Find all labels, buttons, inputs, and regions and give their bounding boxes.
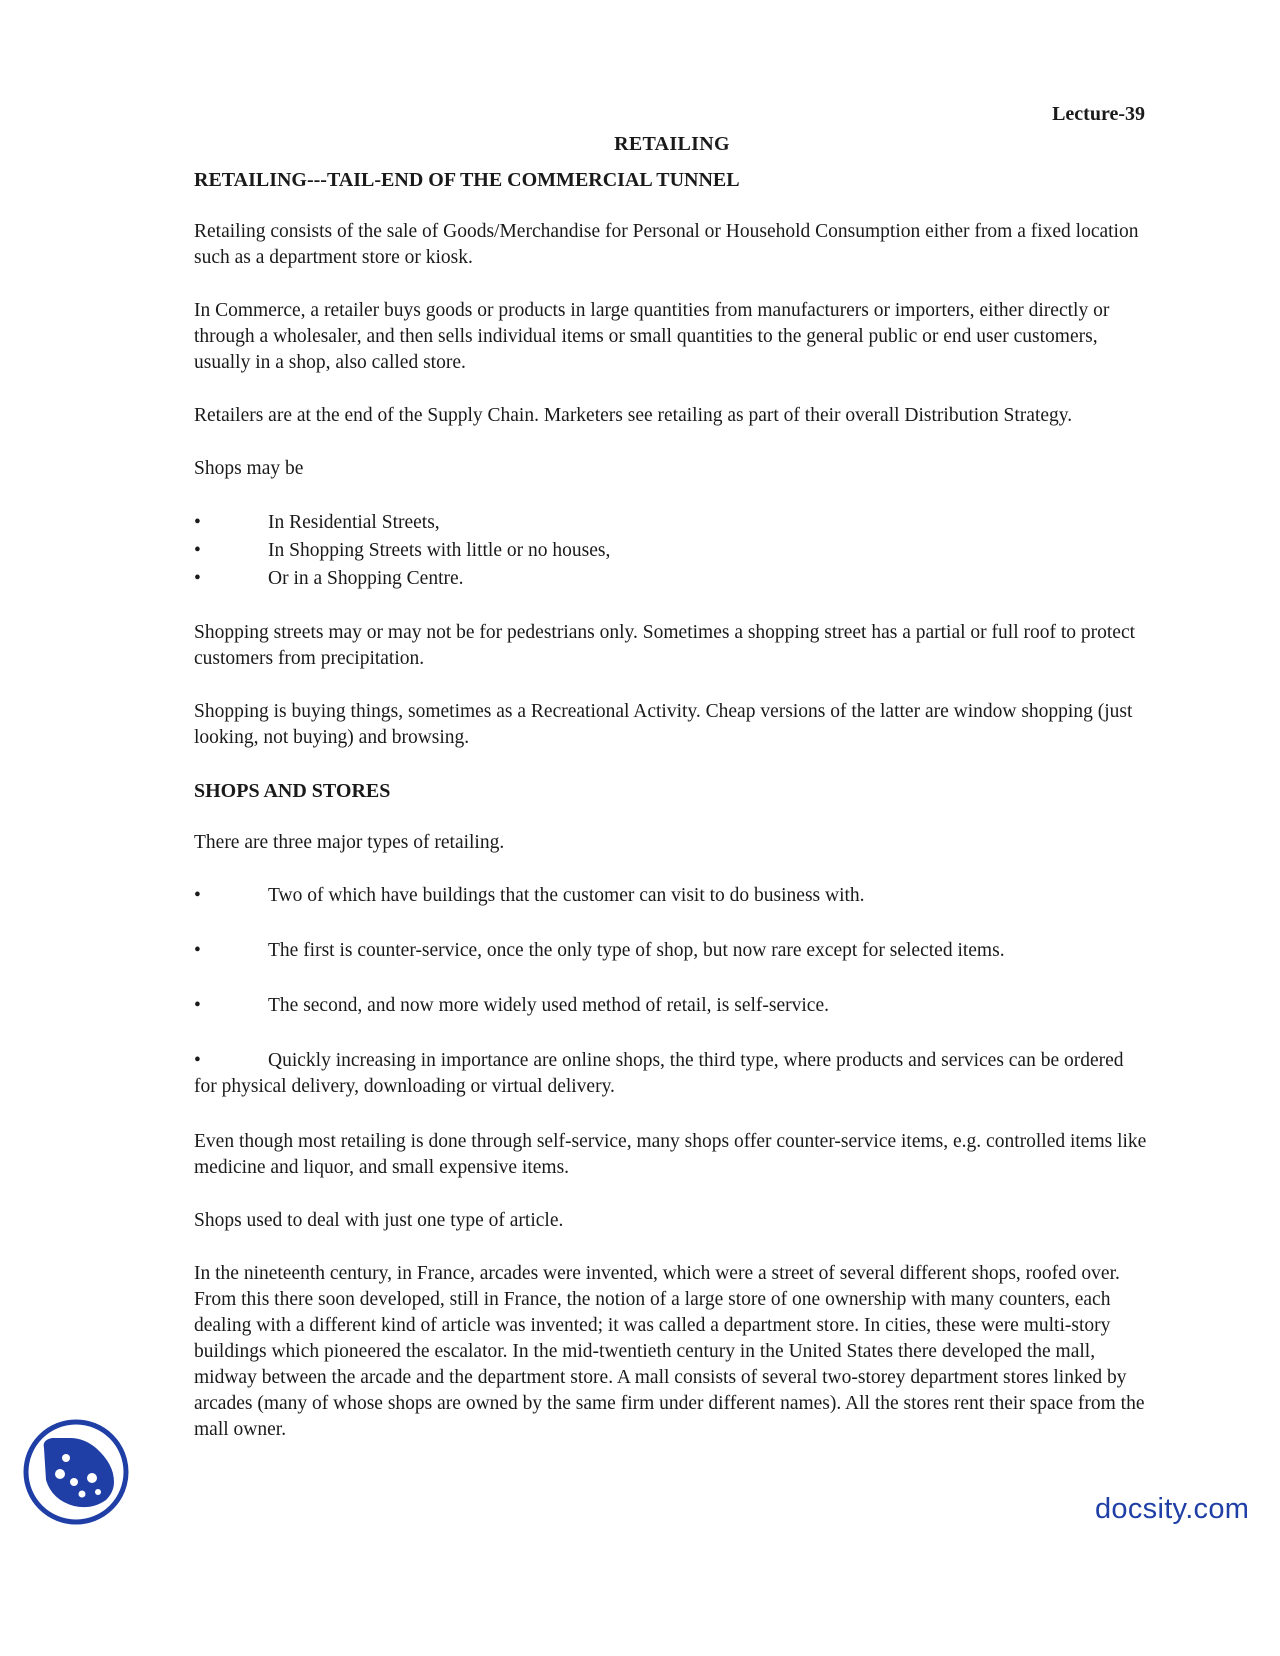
docsity-logo-icon[interactable]	[22, 1418, 130, 1526]
retailing-types-list	[194, 883, 1150, 1100]
paragraph: Retailing consists of the sale of Goods/Merchandise for Personal or Household Consumption either from a fixed location such as a department store or kiosk.	[194, 221, 1139, 268]
paragraph: Shopping is buying things, sometimes as a Recreational Activity. Cheap versions of the latter are window shopping (just looking, not buying) and browsing.	[194, 701, 1133, 748]
paragraph: Retailers are at the end of the Supply Chain. Marketers see retailing as part of their overall Distribution Strategy.	[194, 405, 1073, 426]
paragraph: Shops used to deal with just one type of article.	[194, 1210, 564, 1231]
list-item: • The second, and now more widely used method of retail, is self-service.	[194, 993, 1150, 1019]
list-item: • Or in a Shopping Centre.	[194, 565, 1150, 593]
list-item: • Quickly increasing in importance are online shops, the third type, where products and services can be ordered for physical delivery, downloading or virtual delivery.	[194, 1048, 1150, 1100]
paragraph: Even though most retailing is done through self-service, many shops offer counter-service items, e.g. controlled items like medicine and liquor, and small expensive items.	[194, 1131, 1147, 1178]
docsity-wordmark-link[interactable]: docsity.com	[1095, 1493, 1250, 1525]
paragraph: Shops may be	[194, 458, 304, 479]
paragraph: Shopping streets may or may not be for pedestrians only. Sometimes a shopping street has a partial or full roof to protect customers from precipitation.	[194, 622, 1136, 669]
shop-locations-list	[194, 509, 1150, 593]
lecture-number: Lecture-39	[1052, 103, 1145, 125]
document-body	[194, 131, 1150, 1470]
list-item: • In Residential Streets,	[194, 509, 1150, 537]
section-heading-retailing: RETAILING---TAIL-END OF THE COMMERCIAL TUNNEL	[194, 169, 740, 191]
list-item: • The first is counter-service, once the only type of shop, but now rare except for selected items.	[194, 938, 1150, 964]
paragraph: In the nineteenth century, in France, arcades were invented, which were a street of several different shops, roofed over. From this there soon developed, still in France, the notion of a large store of one ownership with many counters, each dealing with a different kind of article was invented; it was called a department store. In cities, these were multi-story buildings which pioneered the escalator. In the mid-twentieth century in the United States there developed the mall, midway between the arcade and the department store. A mall consists of several two-storey department stores linked by arcades (many of whose shops are owned by the same firm under different names). All the stores rent their space from the mall owner.	[194, 1263, 1145, 1440]
list-item: • In Shopping Streets with little or no houses,	[194, 537, 1150, 565]
section-heading-shops-and-stores: SHOPS AND STORES	[194, 780, 391, 802]
paragraph: In Commerce, a retailer buys goods or products in large quantities from manufacturers or importers, either directly or through a wholesaler, and then sells individual items or small quantities to the general public or end user customers, usually in a shop, also called store.	[194, 300, 1110, 373]
document-title: RETAILING	[614, 133, 730, 155]
list-item: • Two of which have buildings that the customer can visit to do business with.	[194, 883, 1150, 909]
paragraph: There are three major types of retailing.	[194, 832, 505, 853]
